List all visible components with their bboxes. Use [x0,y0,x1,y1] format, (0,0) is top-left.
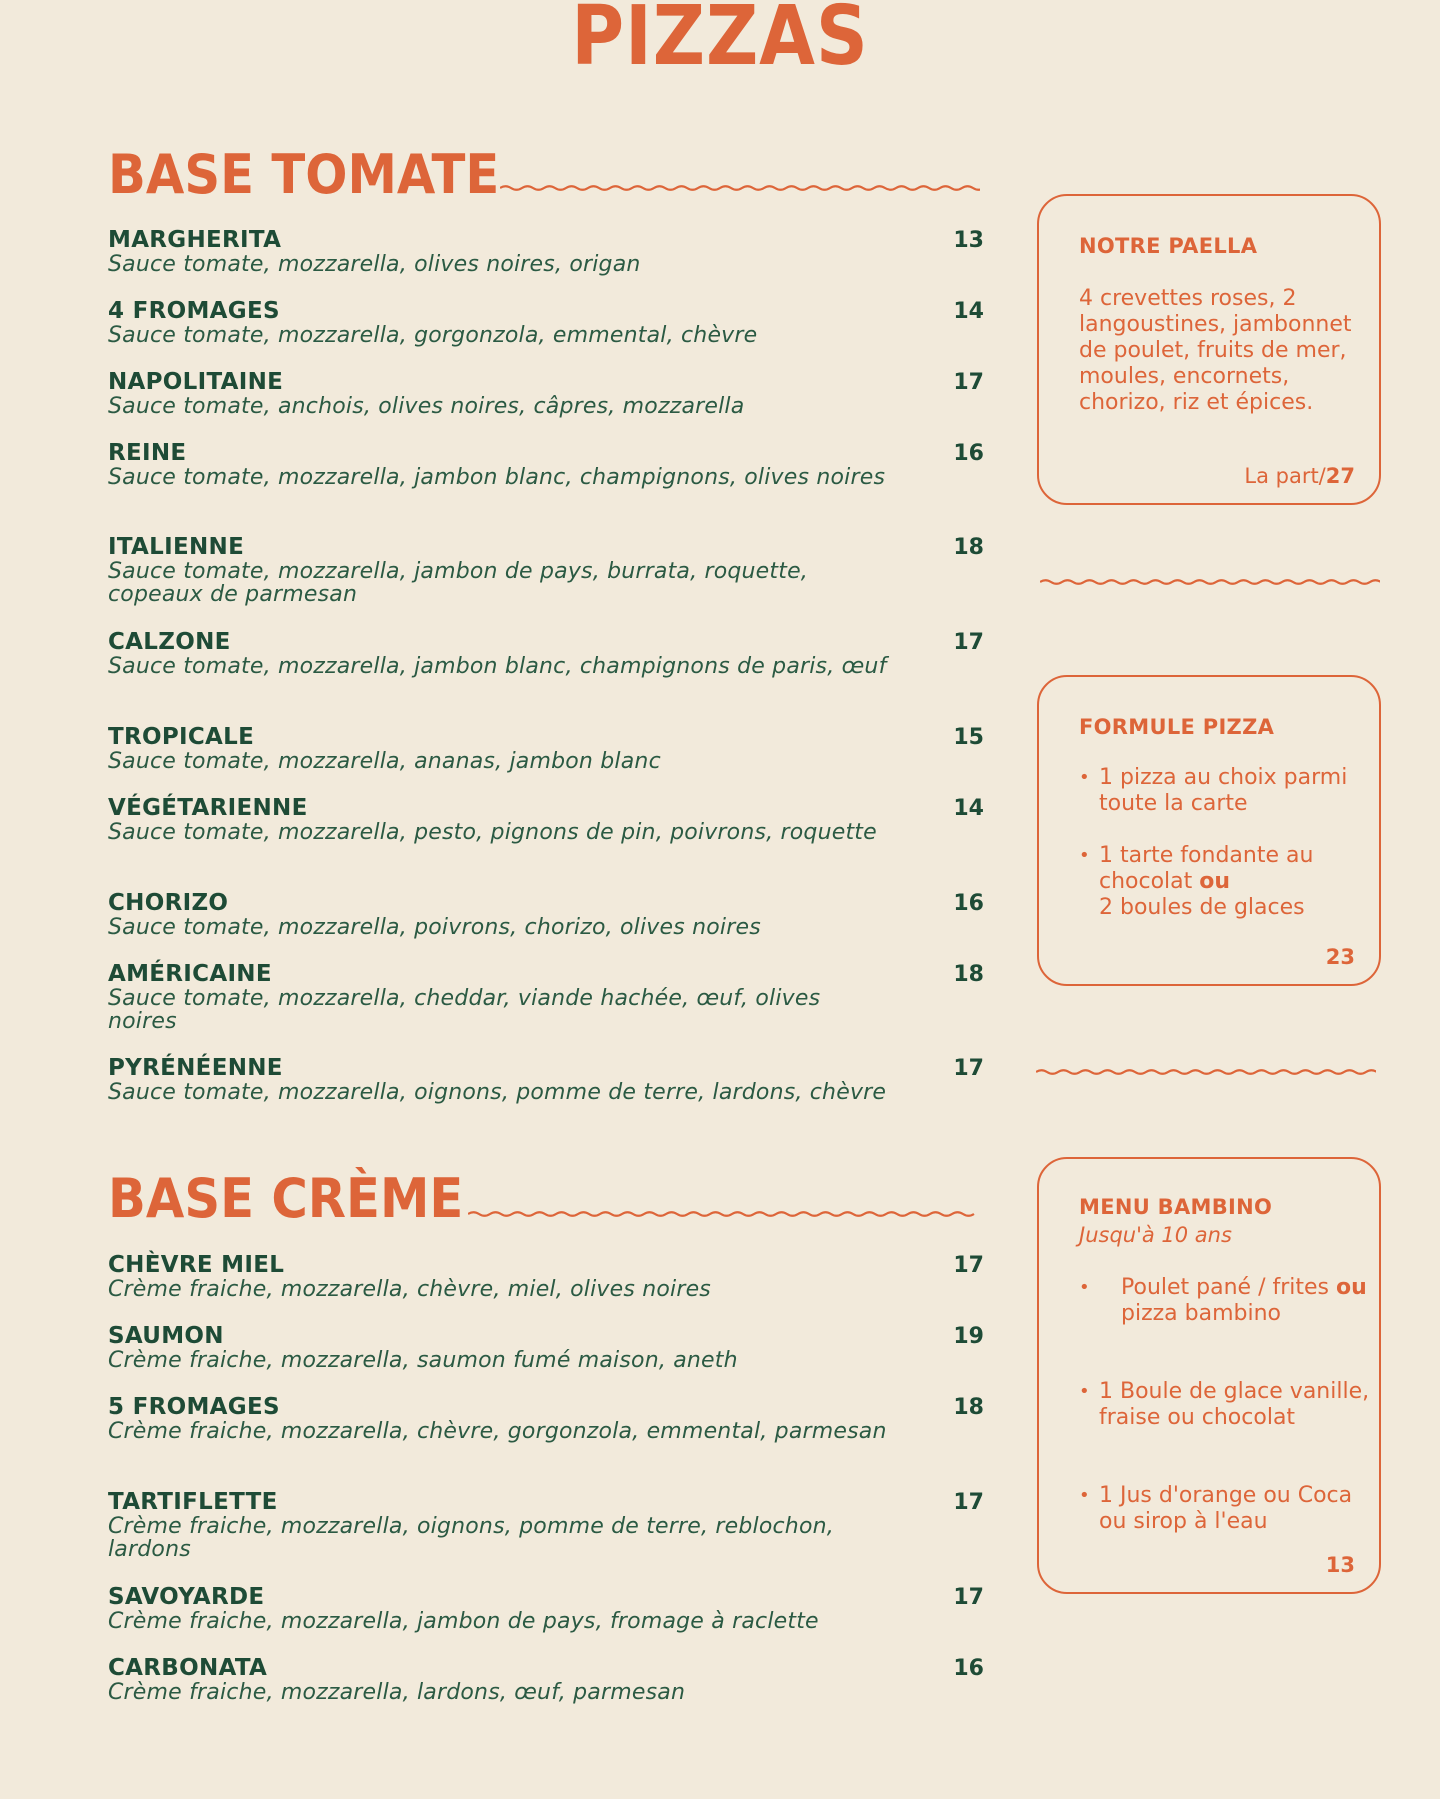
menu-item-description: Sauce tomate, mozzarella, jambon de pays, burrata, roquette, copeaux de parmesan [108,559,808,607]
menu-item-description: Sauce tomate, mozzarella, gorgonzola, emmental, chèvre [108,323,758,348]
menu-item-price: 17 [953,1585,984,1610]
menu-item [108,1585,984,1633]
menu-item-name: CALZONE [108,629,231,655]
menu-item-name: TARTIFLETTE [108,1489,278,1515]
bambino-subtitle: Jusqu'à 10 ans [1079,1223,1232,1247]
menu-item-description: Sauce tomate, mozzarella, ananas, jambon blanc [108,749,661,774]
paella-price-label: La part/ [1244,464,1326,488]
menu-item [108,1056,984,1104]
menu-item-name: SAVOYARDE [108,1584,265,1610]
squiggle-line [1036,1070,1376,1074]
menu-item-description: Sauce tomate, anchois, olives noires, câpres, mozzarella [108,394,745,419]
bambino-bullet-part: Poulet pané / frites [1121,1275,1336,1300]
bullet-icon: • [1079,1485,1090,1506]
menu-item [108,1395,984,1443]
menu-item-price: 17 [953,1490,984,1515]
bullet-icon: • [1079,845,1090,866]
menu-item-description: Sauce tomate, mozzarella, jambon blanc, champignons, olives noires [108,465,886,490]
menu-item-description: Crème fraiche, mozzarella, saumon fumé maison, aneth [108,1348,738,1373]
menu-item-name: VÉGÉTARIENNE [108,795,308,821]
menu-item-name: PYRÉNÉENNE [108,1055,283,1081]
paella-price [1244,464,1355,488]
formule-bullet-part: 1 tarte fondante au chocolat [1099,843,1314,894]
bambino-title: MENU BAMBINO [1079,1195,1273,1219]
menu-item-description: Sauce tomate, mozzarella, cheddar, viande hachée, œuf, olives noires [108,986,821,1034]
bambino-box [1037,1157,1381,1594]
menu-item [108,796,984,844]
menu-item-description: Crème fraiche, mozzarella, lardons, œuf, parmesan [108,1680,686,1705]
menu-item-name: CHORIZO [108,890,229,916]
menu-item-description: Sauce tomate, mozzarella, olives noires, origan [108,252,641,277]
section-title-base-creme: BASE CRÈME [108,1167,464,1230]
menu-item-price: 14 [953,796,984,821]
menu-item [108,1656,984,1704]
menu-item-price: 16 [953,891,984,916]
menu-item-price: 17 [953,630,984,655]
bambino-or: ou [1336,1275,1367,1300]
menu-item-description: Sauce tomate, mozzarella, jambon blanc, champignons de paris, œuf [108,654,887,679]
bullet-icon: • [1079,767,1090,788]
bambino-bullet-part: pizza bambino [1121,1301,1282,1326]
menu-item-name: MARGHERITA [108,227,282,253]
menu-item-description: Sauce tomate, mozzarella, oignons, pomme de terre, lardons, chèvre [108,1080,887,1105]
menu-item [108,725,984,773]
menu-item [108,1324,984,1372]
menu-item-name: TROPICALE [108,724,255,750]
menu-item [108,630,984,678]
menu-item-price: 17 [953,1253,984,1278]
menu-item-name: 5 FROMAGES [108,1394,280,1420]
paella-description: 4 crevettes roses, 2 langoustines, jambonnet de poulet, fruits de mer, moules, encornets, chorizo, riz et épices. [1079,286,1352,415]
menu-item-price: 18 [953,535,984,560]
formule-or: ou [1199,869,1231,894]
squiggle-divider [1036,1062,1376,1082]
paella-box [1037,194,1381,505]
menu-item [108,962,984,1033]
menu-item-name: REINE [108,440,187,466]
squiggle-divider [468,1204,978,1224]
squiggle-divider [1040,572,1380,592]
menu-item-name: SAUMON [108,1323,224,1349]
menu-item-description: Crème fraiche, mozzarella, chèvre, miel, olives noires [108,1277,711,1302]
menu-item-description: Sauce tomate, mozzarella, poivrons, chorizo, olives noires [108,915,761,940]
formule-title: FORMULE PIZZA [1079,715,1275,739]
menu-item-price: 13 [953,228,984,253]
bullet-icon: • [1079,1277,1090,1298]
menu-item-price: 18 [953,1395,984,1420]
bullet-icon: • [1079,1381,1090,1402]
bambino-bullet-text: 1 Jus d'orange ou Coca ou sirop à l'eau [1099,1483,1353,1534]
menu-item-price: 15 [953,725,984,750]
menu-item-name: NAPOLITAINE [108,369,284,395]
menu-item-description: Crème fraiche, mozzarella, chèvre, gorgonzola, emmental, parmesan [108,1419,887,1444]
formule-price: 23 [1325,945,1355,969]
menu-item-description: Sauce tomate, mozzarella, pesto, pignons de pin, poivrons, roquette [108,820,877,845]
menu-item-name: ITALIENNE [108,534,245,560]
formule-bullet-text: 1 pizza au choix parmi toute la carte [1099,765,1348,816]
menu-item-price: 19 [953,1324,984,1349]
bambino-bullet-text: 1 Boule de glace vanille, fraise ou chocolat [1099,1379,1370,1430]
menu-item-name: CARBONATA [108,1655,268,1681]
paella-price-value: 27 [1325,464,1355,488]
menu-item-price: 16 [953,1656,984,1681]
bambino-price: 13 [1325,1553,1355,1577]
menu-item [108,891,984,939]
paella-title: NOTRE PAELLA [1079,234,1258,258]
menu-item-name: 4 FROMAGES [108,298,280,324]
page-title: PIZZAS [571,0,869,84]
menu-item-description: Crème fraiche, mozzarella, jambon de pays, fromage à raclette [108,1609,819,1634]
menu-item [108,441,984,489]
menu-item [108,535,984,606]
menu-item-description: Crème fraiche, mozzarella, oignons, pomme de terre, reblochon, lardons [108,1514,834,1562]
formule-bullet-text [1099,843,1379,921]
squiggle-divider [500,178,980,198]
menu-item-price: 16 [953,441,984,466]
menu-item-price: 17 [953,1056,984,1081]
squiggle-line [500,186,980,190]
menu-item-price: 18 [953,962,984,987]
menu-item [108,1253,984,1301]
formule-bullet-part: 2 boules de glaces [1099,895,1305,920]
menu-item-price: 14 [953,299,984,324]
squiggle-line [1040,580,1380,584]
bambino-bullet-text [1121,1275,1371,1327]
menu-item-name: CHÈVRE MIEL [108,1252,285,1278]
formule-box [1037,675,1381,986]
squiggle-line [468,1212,974,1216]
menu-item-name: AMÉRICAINE [108,961,272,987]
section-title-base-tomate: BASE TOMATE [108,143,500,206]
menu-item-price: 17 [953,370,984,395]
menu-item [108,1490,984,1561]
menu-item [108,299,984,347]
menu-item [108,228,984,276]
menu-item [108,370,984,418]
